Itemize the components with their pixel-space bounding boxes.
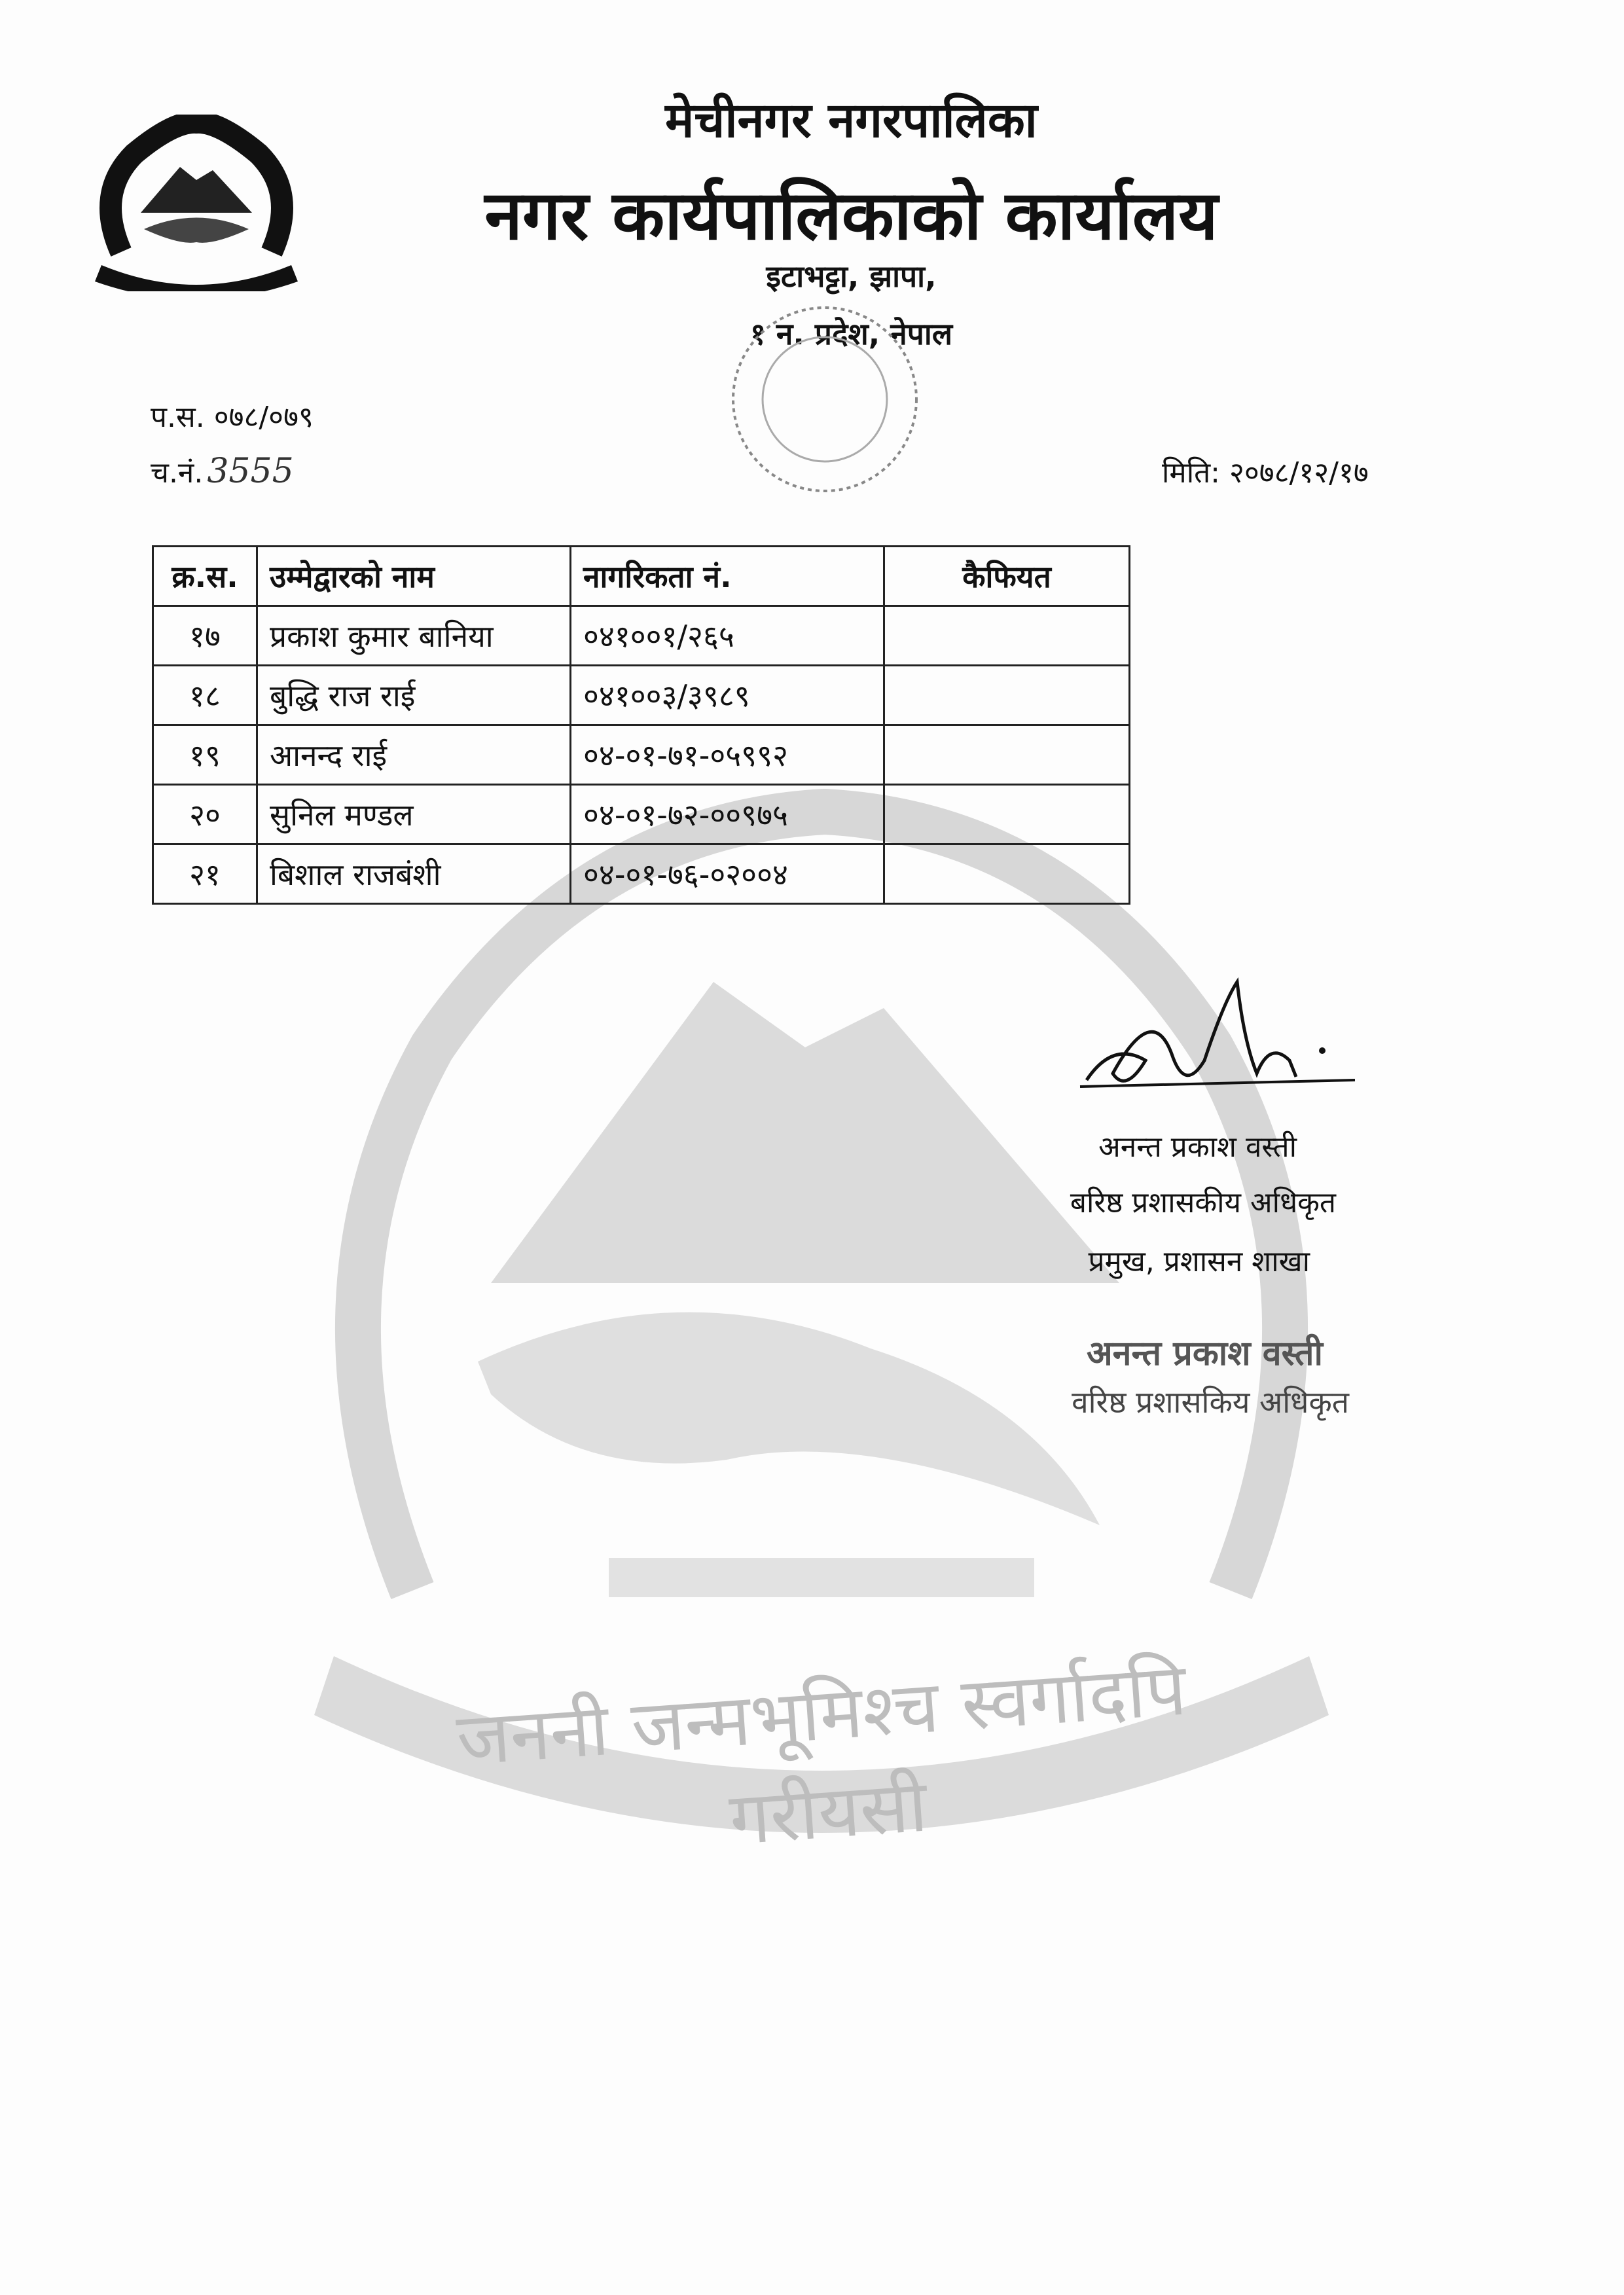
dispatch-number [151, 452, 294, 491]
letter-date [1162, 452, 1369, 491]
col-candidate-name: उम्मेद्वारको नाम [257, 547, 571, 606]
watermark-motto: जननी जन्मभूमिश्च स्वर्गादपि गरीयसी [454, 1647, 1189, 1862]
ps-value: ०७८/०७९ [213, 401, 314, 434]
table-row [153, 725, 1130, 785]
ps-label: प.स. [151, 401, 205, 434]
signatory-department: प्रमुख, प्रशासन शाखा [1088, 1245, 1310, 1278]
cell-citizenship: ०४-०१-७२-००९७५ [571, 785, 884, 844]
table-row [153, 844, 1130, 904]
candidate-table [152, 545, 1130, 905]
office-province: १ न. प्रदेश, नेपाल [749, 316, 953, 352]
cell-name: प्रकाश कुमार बानिया [257, 606, 571, 666]
table-header-row [153, 547, 1130, 606]
cell-name: सुनिल मण्डल [257, 785, 571, 844]
col-serial: क्र.स. [153, 547, 257, 606]
office-address: इटाभट्टा, झापा, [766, 259, 937, 294]
cell-name: आनन्द राई [257, 725, 571, 785]
cell-remarks [884, 666, 1130, 725]
cell-serial: २० [153, 785, 257, 844]
cn-label: च.नं. [151, 456, 204, 490]
cell-remarks [884, 725, 1130, 785]
cn-value: 3555 [207, 452, 294, 491]
municipality-name: मेचीनगर नगरपालिका [665, 92, 1038, 149]
stamp-name: अनन्त प्रकाश वस्ती [1086, 1334, 1323, 1373]
cell-citizenship: ०४-०१-७६-०२००४ [571, 844, 884, 904]
cell-name: बुद्धि राज राई [257, 666, 571, 725]
office-seal-stamp [707, 295, 943, 511]
col-remarks: कैफियत [884, 547, 1130, 606]
date-label: मिति: [1162, 456, 1221, 490]
cell-remarks [884, 785, 1130, 844]
stamp-designation: वरिष्ठ प्रशासकिय अधिकृत [1072, 1384, 1349, 1420]
signatory-name: अनन्त प्रकाश वस्ती [1098, 1130, 1297, 1164]
cell-remarks [884, 844, 1130, 904]
cell-serial: २१ [153, 844, 257, 904]
signatory-designation: बरिष्ठ प्रशासकीय अधिकृत [1070, 1186, 1336, 1220]
handwritten-signature [1074, 962, 1362, 1132]
cell-citizenship: ०४-०१-७१-०५९९२ [571, 725, 884, 785]
cell-serial: १८ [153, 666, 257, 725]
table-row [153, 606, 1130, 666]
cell-serial: १९ [153, 725, 257, 785]
date-value: २०७८/१२/१७ [1229, 456, 1369, 490]
col-citizenship-number: नागरिकता नं. [571, 547, 884, 606]
office-name: नगर कार्यपालिकाको कार्यालय [484, 175, 1218, 255]
cell-name: बिशाल राजबंशी [257, 844, 571, 904]
cell-remarks [884, 606, 1130, 666]
cell-serial: १७ [153, 606, 257, 666]
cell-citizenship: ०४१००३/३९८९ [571, 666, 884, 725]
reference-number [151, 396, 314, 435]
cell-citizenship: ०४१००१/२६५ [571, 606, 884, 666]
table-row [153, 666, 1130, 725]
table-row [153, 785, 1130, 844]
